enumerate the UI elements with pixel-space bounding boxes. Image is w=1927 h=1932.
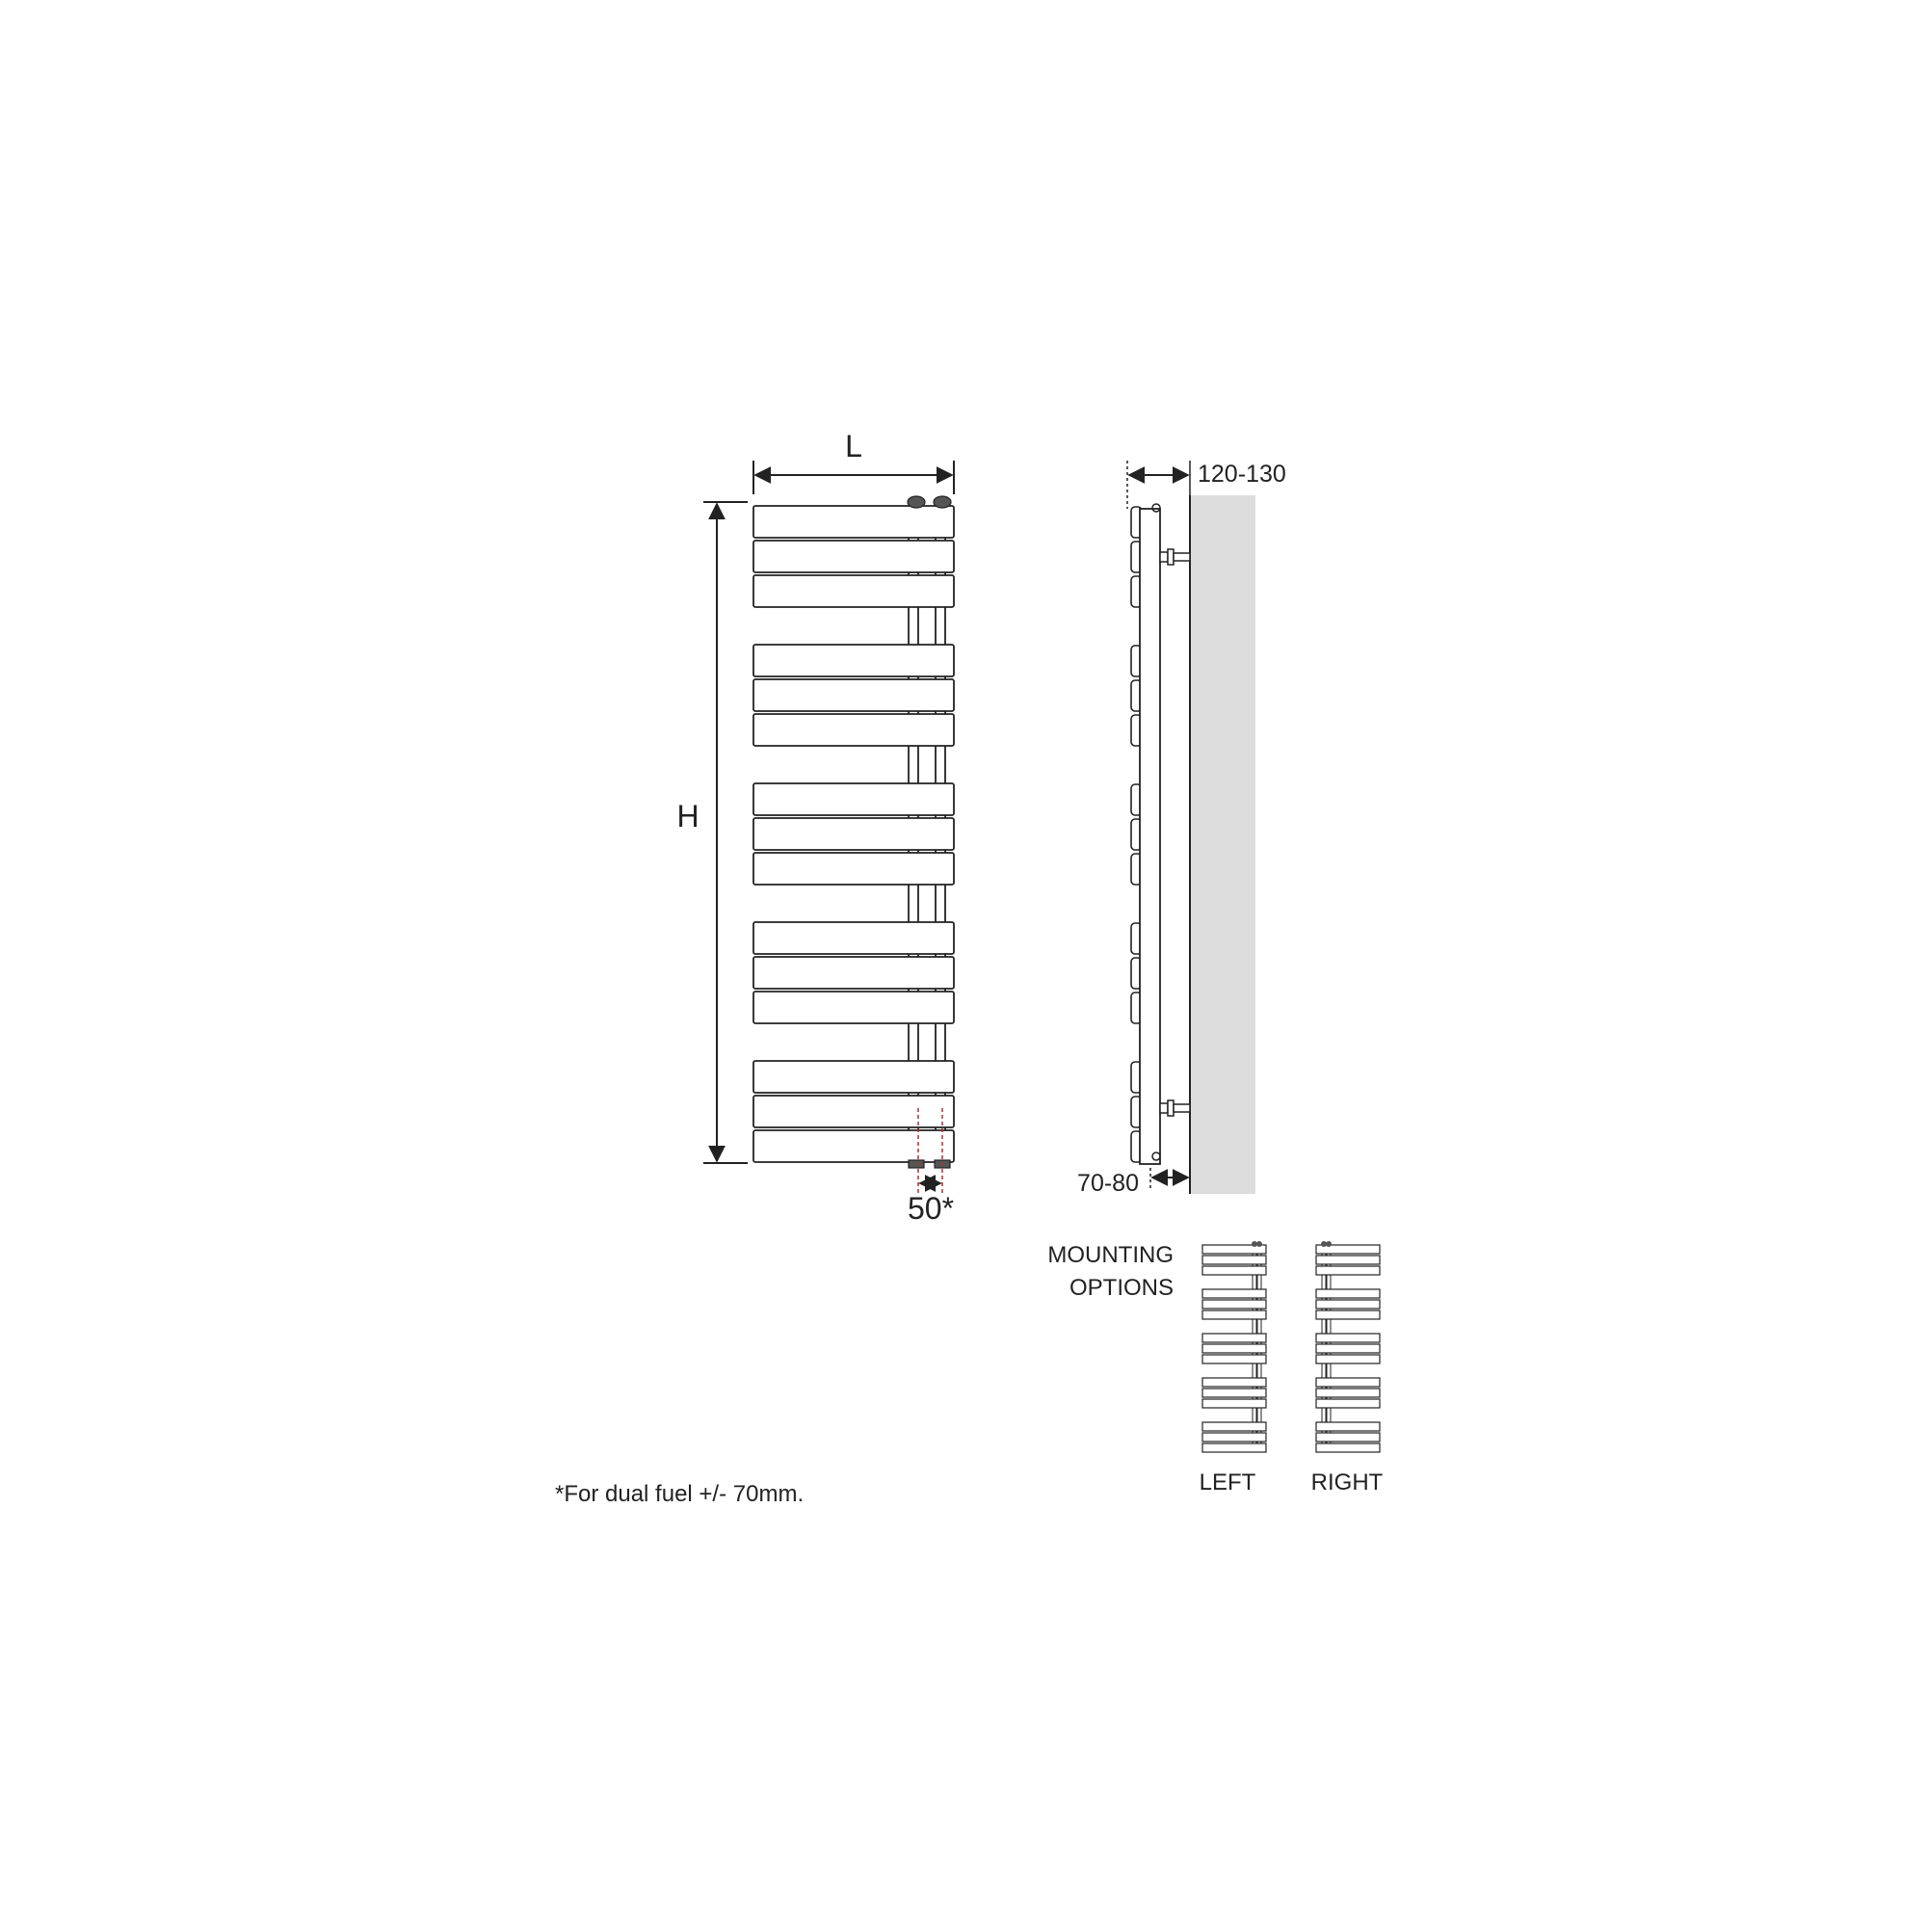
mini-bar <box>1202 1443 1266 1452</box>
radiator-bar <box>753 506 954 538</box>
mini-bar <box>1316 1289 1380 1298</box>
radiator-bar <box>753 853 954 885</box>
mini-bar <box>1202 1433 1266 1442</box>
mini-bar <box>1316 1378 1380 1387</box>
mini-bar <box>1316 1310 1380 1319</box>
top-bracket <box>1160 549 1190 565</box>
pipe-spacing-label: 50* <box>907 1191 955 1226</box>
mini-bar <box>1316 1300 1380 1309</box>
radiator-bar <box>753 645 954 676</box>
side-view <box>1077 461 1286 1197</box>
mini-bar <box>1202 1422 1266 1431</box>
bottom-depth-label: 70-80 <box>1077 1170 1139 1197</box>
footnote: *For dual fuel +/- 70mm. <box>555 1481 805 1507</box>
radiator-bar <box>753 575 954 607</box>
radiator-bar <box>753 783 954 815</box>
mini-bar <box>1316 1433 1380 1442</box>
radiator-bar <box>753 1061 954 1093</box>
mini-bar <box>1316 1355 1380 1363</box>
mounting-options <box>1047 1241 1383 1495</box>
bottom-bracket <box>1160 1100 1190 1116</box>
radiator-bar <box>753 992 954 1023</box>
radiator-bar <box>753 1096 954 1127</box>
left-option-label: LEFT <box>1199 1469 1256 1495</box>
mini-bar <box>1202 1245 1266 1254</box>
mini-valve <box>1256 1241 1262 1247</box>
mini-bar <box>1316 1245 1380 1254</box>
mini-bar <box>1202 1334 1266 1342</box>
mini-bar <box>1202 1355 1266 1363</box>
mini-bar <box>1316 1256 1380 1264</box>
radiator-bar <box>753 714 954 746</box>
mini-bar <box>1316 1399 1380 1408</box>
mini-bar <box>1202 1378 1266 1387</box>
left-mounting-thumbnail <box>1202 1241 1266 1452</box>
mini-bar <box>1202 1266 1266 1275</box>
radiator-bar <box>753 1130 954 1162</box>
width-dimension <box>753 429 954 494</box>
wall-depth-label: 120-130 <box>1198 461 1286 488</box>
mini-bar <box>1316 1443 1380 1452</box>
mini-bar <box>1316 1422 1380 1431</box>
mini-bar <box>1202 1344 1266 1353</box>
top-valve <box>934 496 951 508</box>
radiator-bar <box>753 541 954 572</box>
mini-valve <box>1326 1241 1332 1247</box>
front-view <box>753 496 954 1168</box>
mini-bar <box>1316 1266 1380 1275</box>
mini-bar <box>1316 1334 1380 1342</box>
mini-bar <box>1202 1256 1266 1264</box>
mini-bar <box>1202 1310 1266 1319</box>
mini-bar <box>1202 1399 1266 1408</box>
wall <box>1190 495 1255 1194</box>
right-option-label: RIGHT <box>1310 1469 1384 1495</box>
mini-bar <box>1202 1289 1266 1298</box>
mini-bar <box>1316 1389 1380 1397</box>
radiator-bar <box>753 818 954 850</box>
radiator-bar <box>753 957 954 989</box>
radiator-bar <box>753 922 954 954</box>
width-label: L <box>845 429 862 463</box>
bottom-valve <box>909 1160 924 1168</box>
mini-bar <box>1202 1300 1266 1309</box>
right-mounting-thumbnail <box>1316 1241 1380 1452</box>
mini-bar <box>1316 1344 1380 1353</box>
top-valve <box>908 496 925 508</box>
mini-bar <box>1202 1389 1266 1397</box>
mounting-title-line1: MOUNTING <box>1047 1242 1174 1268</box>
height-dimension <box>676 502 748 1163</box>
mounting-title-line2: OPTIONS <box>1069 1275 1174 1301</box>
radiator-bar <box>753 679 954 711</box>
height-label: H <box>676 799 700 834</box>
